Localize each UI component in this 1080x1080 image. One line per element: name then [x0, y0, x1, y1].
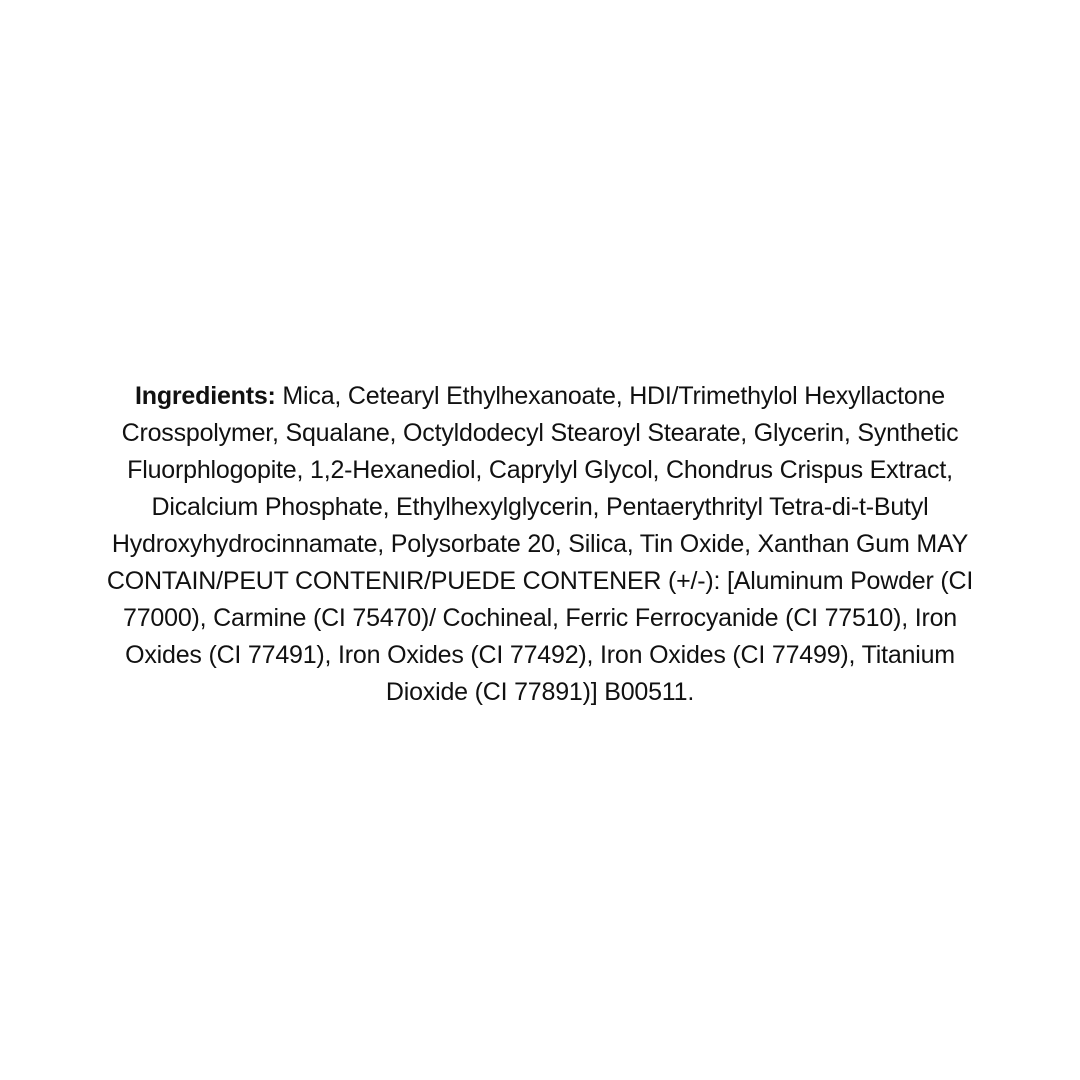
ingredients-label: Ingredients:: [135, 382, 276, 410]
ingredients-text: Mica, Cetearyl Ethylhexanoate, HDI/Trimethylol Hexyllactone Crosspolymer, Squalane, Octyldodecyl Stearoyl Stearate, Glycerin, Synthetic Fluorphlogopite, 1,2-Hexanediol, Caprylyl Glycol, Chondrus Crispus Extract, Dicalcium Phosphate, Ethylhexylglycerin, Pentaerythrityl Tetra-di-t-Butyl Hydroxyhydrocinnamate, Polysorbate 20, Silica, Tin Oxide, Xanthan Gum MAY CONTAIN/PEUT CONTENIR/PUEDE CONTENER (+/-): [Aluminum Powder (CI 77000), Carmine (CI 75470)/ Cochineal, Ferric Ferrocyanide (CI 77510), Iron Oxides (CI 77491), Iron Oxides (CI 77492), Iron Oxides (CI 77499), Titanium Dioxide (CI 77891)] B00511.: [106, 382, 974, 706]
ingredients-paragraph: [100, 378, 980, 711]
